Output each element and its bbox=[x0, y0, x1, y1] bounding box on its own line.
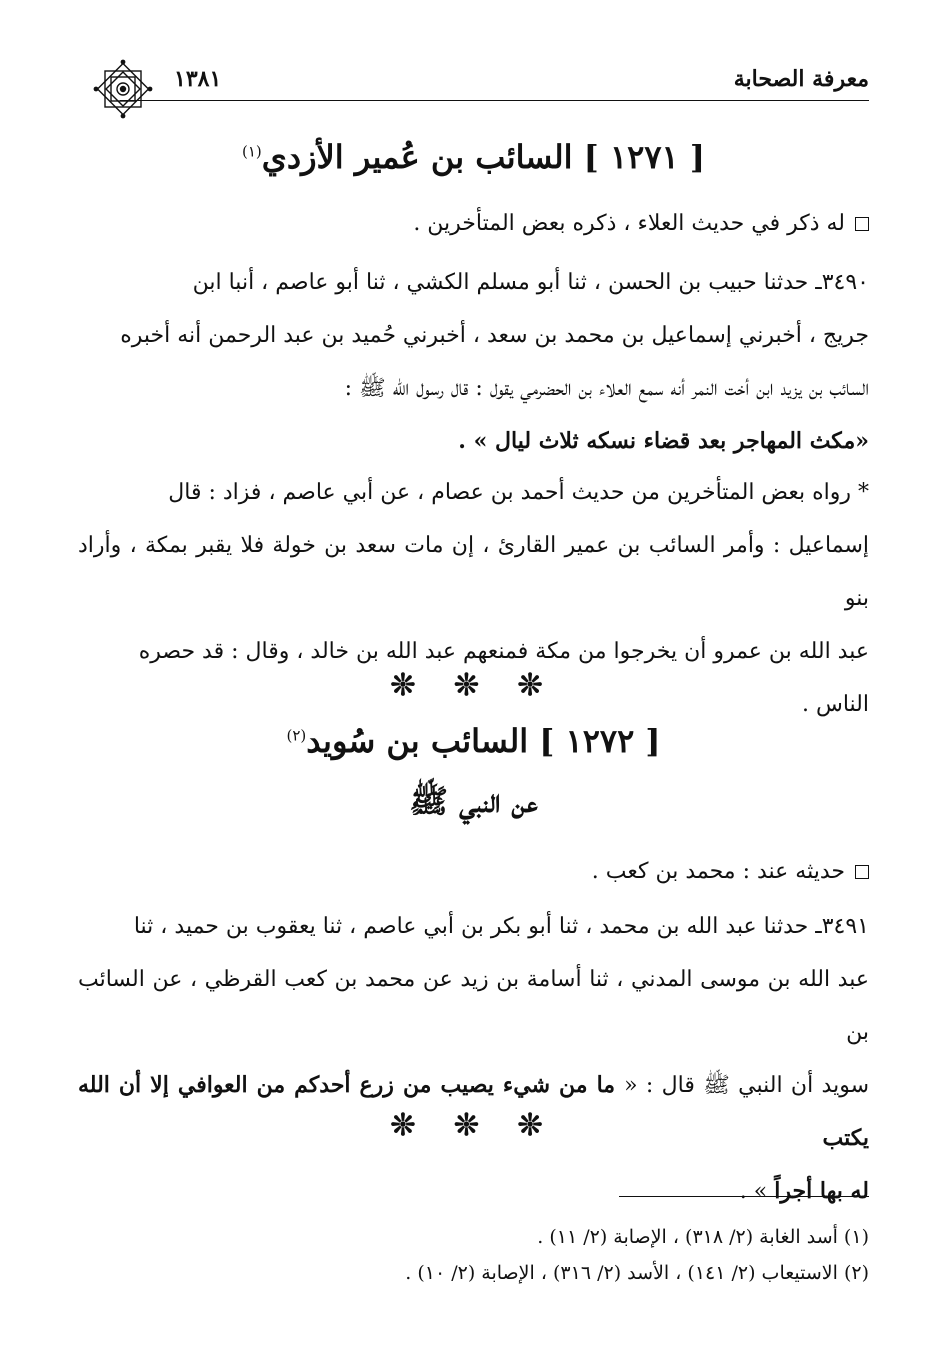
footnote-2: (٢) الاستيعاب (٢/ ١٤١) ، الأسد (٢/ ٣١٦) ، الإصابة (٢/ ١٠) . bbox=[405, 1262, 869, 1284]
hadith-quote: ما من شيء يصيب من زرع أحدكم من العوافي إلا أن الله يكتب bbox=[78, 1072, 869, 1151]
square-bullet-icon bbox=[855, 217, 869, 231]
entry-title-text: [ ١٢٧١ ] السائب بن عُمير الأزدي bbox=[261, 138, 705, 176]
section-separator: ❊ ❊ ❊ bbox=[390, 668, 557, 703]
hadith-quote: له بها أجراً bbox=[774, 1178, 869, 1204]
entry-title-1271 bbox=[78, 138, 869, 176]
entry-title-text: [ ١٢٧٢ ] السائب بن سُويد bbox=[306, 722, 661, 760]
hadith-3490 bbox=[78, 256, 869, 468]
text-line: السائب بن يزيد ابن أخت النمر أنه سمع العلاء بن الحضرمي يقول : قال رسول الله ﷺ : bbox=[344, 376, 869, 401]
text-line: ٣٤٩٠ـ حدثنا حبيب بن الحسن ، ثنا أبو مسلم الكشي ، ثنا أبو عاصم ، أنبا ابن bbox=[192, 270, 869, 295]
section-separator: ❊ ❊ ❊ bbox=[390, 1108, 557, 1143]
text-line: جريج ، أخبرني إسماعيل بن محمد بن سعد ، أخبرني حُميد بن عبد الرحمن أنه أخبره bbox=[120, 323, 869, 348]
note-text: حديثه عند : محمد بن كعب . bbox=[591, 859, 845, 884]
square-bullet-icon bbox=[855, 865, 869, 879]
text-line: إسماعيل : وأمر السائب بن عمير القارئ ، إن مات سعد بن خولة فلا يقبر بمكة ، وأراد بنو bbox=[78, 533, 869, 611]
hadith-quote: «مكث المهاجر بعد قضاء نسكه ثلاث ليال » . bbox=[458, 428, 869, 454]
star-rosette-icon bbox=[92, 58, 154, 120]
footnote-ref: (١) bbox=[242, 142, 262, 161]
text-line bbox=[78, 1165, 869, 1218]
text-line: عبد الله بن موسى المدني ، ثنا أسامة بن زيد عن محمد بن كعب القرظي ، عن السائب بن bbox=[78, 967, 869, 1045]
note-text: له ذكر في حديث العلاء ، ذكره بعض المتأخرين . bbox=[413, 211, 845, 236]
entry-note bbox=[78, 204, 869, 244]
hadith-3491 bbox=[78, 900, 869, 1218]
footnote-ref: (٢) bbox=[286, 726, 307, 745]
entry-title-1272 bbox=[78, 722, 869, 760]
text-line: عبد الله بن عمرو أن يخرجوا من مكة فمنعهم عبد الله بن خالد ، وقال : قد حصره bbox=[138, 639, 869, 664]
entry-note bbox=[78, 852, 869, 892]
text-line: * رواه بعض المتأخرين من حديث أحمد بن عصام ، عن أبي عاصم ، فزاد : قال bbox=[168, 480, 869, 505]
footnote-divider bbox=[619, 1196, 869, 1197]
page-header bbox=[96, 58, 869, 102]
text-fragment: » . bbox=[739, 1179, 775, 1204]
text-fragment: سويد أن النبي ﷺ قال : « bbox=[624, 1073, 869, 1098]
page-number: ١٣٨١ bbox=[174, 66, 222, 92]
running-title: معرفة الصحابة bbox=[733, 66, 869, 92]
text-line: الناس . bbox=[802, 692, 869, 717]
footnote-1: (١) أسد الغابة (٢/ ٣١٨) ، الإصابة (٢/ ١١) . bbox=[537, 1226, 869, 1248]
entry-subtitle: عن النبي ﷺ bbox=[409, 782, 538, 820]
header-divider bbox=[120, 100, 869, 101]
text-line: ٣٤٩١ـ حدثنا عبد الله بن محمد ، ثنا أبو بكر بن أبي عاصم ، ثنا يعقوب بن حميد ، ثنا bbox=[133, 914, 869, 939]
